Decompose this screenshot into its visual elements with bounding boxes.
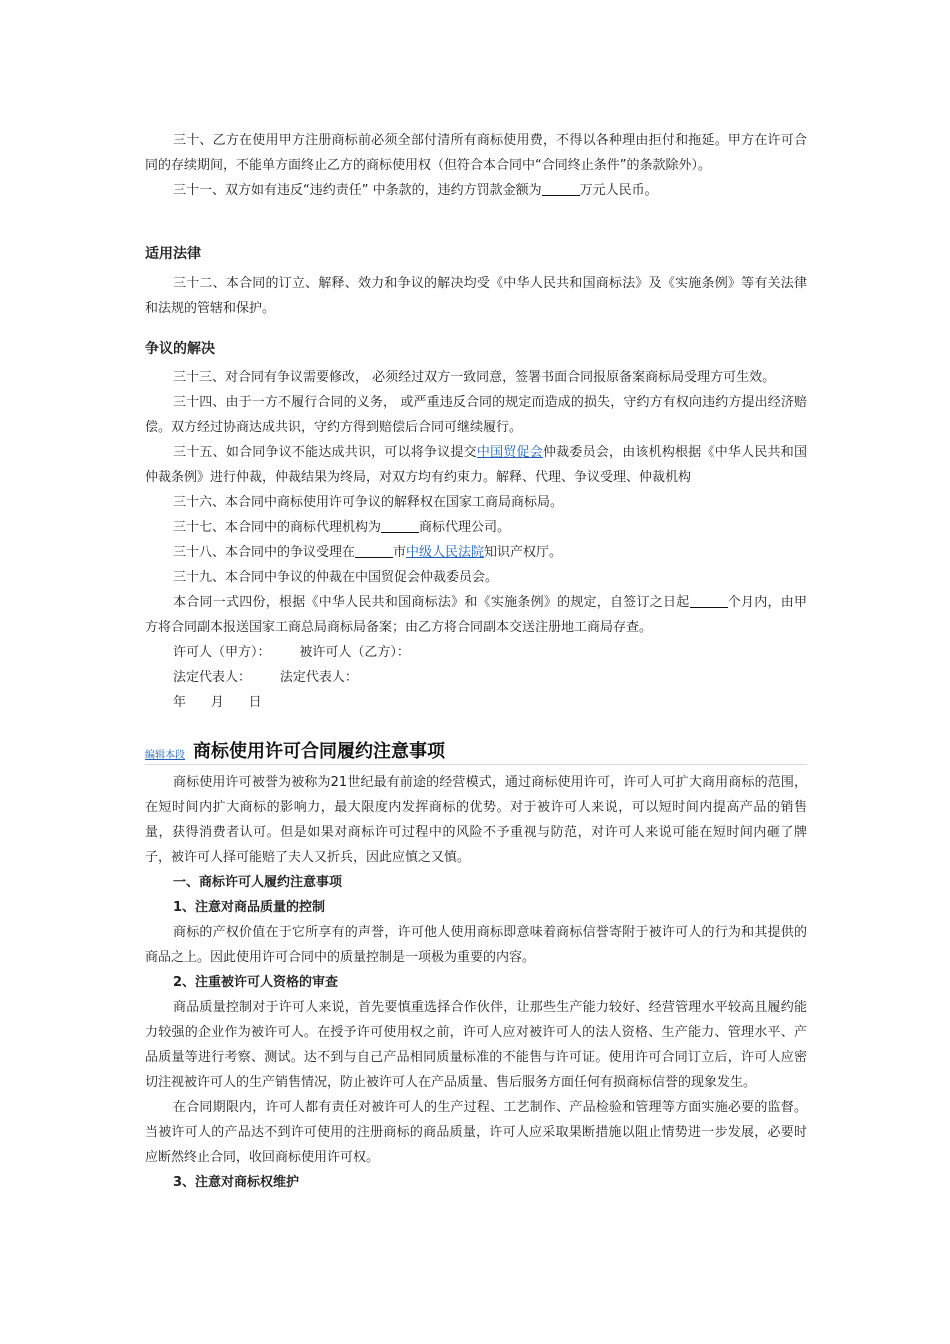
subheading-quality-control: 1、注意对商品质量的控制 <box>173 900 326 915</box>
signature-date: 年 月 日 <box>173 695 262 710</box>
cccpit-link[interactable]: 中国贸促会 <box>476 445 543 460</box>
subheading-licensor: 一、商标许可人履约注意事项 <box>173 875 343 890</box>
clause-36: 三十六、本合同中商标使用许可争议的解释权在国家工商局商标局。 <box>173 495 564 510</box>
subheading-trademark-maintenance: 3、注意对商标权维护 <box>173 1175 300 1190</box>
clauses-33-40 <box>145 365 807 715</box>
intermediate-court-link[interactable]: 中级人民法院 <box>406 545 485 560</box>
clause-34: 三十四、由于一方不履行合同的义务， 或严重违反合同的规定而造成的损失，守约方有权向违约方提出经济赔偿。双方经过协商达成共识，守约方得到赔偿后合同可继续履行。 <box>145 395 807 435</box>
clause-38: 三十八、本合同中的争议受理在 市中级人民法院知识产权厅。 <box>173 545 563 560</box>
supervision-paragraph: 在合同期限内，许可人都有责任对被许可人的生产过程、工艺制作、产品检验和管理等方面实施必要的监督。当被许可人的产品达不到许可使用的注册商标的商品质量，许可人应采取果断措施以阻止情势进一步发展，必要时应断然终止合同，收回商标使用许可权。 <box>145 1100 807 1165</box>
clause-35: 三十五、如合同争议不能达成共识，可以将争议提交中国贸促会仲裁委员会，由该机构根据《中华人民共和国仲裁条例》进行仲裁，仲裁结果为终局，对双方均有约束力。解释、代理、争议受理、仲裁机构 <box>145 445 807 485</box>
quality-control-paragraph: 商标的产权价值在于它所享有的声誉，许可他人使用商标即意味着商标信誉寄附于被许可人的行为和其提供的商品之上。因此使用许可合同中的质量控制是一项极为重要的内容。 <box>145 925 807 965</box>
clause-39: 三十九、本合同中争议的仲裁在中国贸促会仲裁委员会。 <box>173 570 499 585</box>
clauses-30-31 <box>145 128 807 203</box>
signature-parties: 许可人（甲方）： 被许可人（乙方）： <box>173 645 410 660</box>
signature-representatives: 法定代表人： 法定代表人： <box>173 670 358 685</box>
blank-field <box>355 543 393 558</box>
section-title: 商标使用许可合同履约注意事项 <box>193 741 445 762</box>
heading-dispute-resolution: 争议的解决 <box>145 341 215 357</box>
clause-31: 三十一、双方如有违反“违约责任” 中条款的，违约方罚款金额为 万元人民币。 <box>173 183 658 198</box>
clause-32: 三十二、本合同的订立、解释、效力和争议的解决均受《中华人民共和国商标法》及《实施条例》等有关法律和法规的管辖和保护。 <box>145 276 807 316</box>
subheading-licensee-review: 2、注重被许可人资格的审查 <box>173 975 339 990</box>
blank-field <box>542 181 580 196</box>
license-notes <box>145 770 807 1195</box>
clause-37: 三十七、本合同中的商标代理机构为 商标代理公司。 <box>173 520 511 535</box>
blank-field <box>381 518 419 533</box>
clause-30: 三十、乙方在使用甲方注册商标前必须全部付清所有商标使用费，不得以各种理由拒付和拖延。甲方在许可合同的存续期间，不能单方面终止乙方的商标使用权（但符合本合同中“合同终止条件”的条款除外）。 <box>145 133 807 173</box>
section-header <box>145 738 807 765</box>
blank-field <box>690 593 728 608</box>
intro-paragraph: 商标使用许可被誉为被称为21世纪最有前途的经营模式，通过商标使用许可，许可人可扩大商用商标的范围，在短时间内扩大商标的影响力，最大限度内发挥商标的优势。对于被许可人来说，可以短时间内提高产品的销售量，获得消费者认可。但是如果对商标许可过程中的风险不予重视与防范，对许可人来说可能在短时间内砸了牌子，被许可人择可能赔了夫人又折兵，因此应慎之又慎。 <box>145 775 807 865</box>
clause-33: 三十三、对合同有争议需要修改， 必须经过双方一致同意，签署书面合同报原备案商标局受理方可生效。 <box>173 370 776 385</box>
heading-applicable-law: 适用法律 <box>145 246 201 262</box>
licensee-review-paragraph: 商品质量控制对于许可人来说，首先要慎重选择合作伙伴，让那些生产能力较好、经营管理水平较高且履约能力较强的企业作为被许可人。在授予许可使用权之前，许可人应对被许可人的法人资格、生产能力、管理水平、产品质量等进行考察、测试。达不到与自己产品相同质量标准的不能售与许可证。使用许可合同订立后，许可人应密切注视被许可人的生产销售情况，防止被许可人在产品质量、售后服务方面任何有损商标信誉的现象发生。 <box>145 1000 807 1090</box>
clause-32-block <box>145 271 807 321</box>
clause-40: 本合同一式四份，根据《中华人民共和国商标法》和《实施条例》的规定，自签订之日起 个月内，由甲方将合同副本报送国家工商总局商标局备案；由乙方将合同副本交送注册地工商局存查。 <box>145 595 807 635</box>
edit-section-link[interactable]: 编辑本段 <box>145 750 185 761</box>
